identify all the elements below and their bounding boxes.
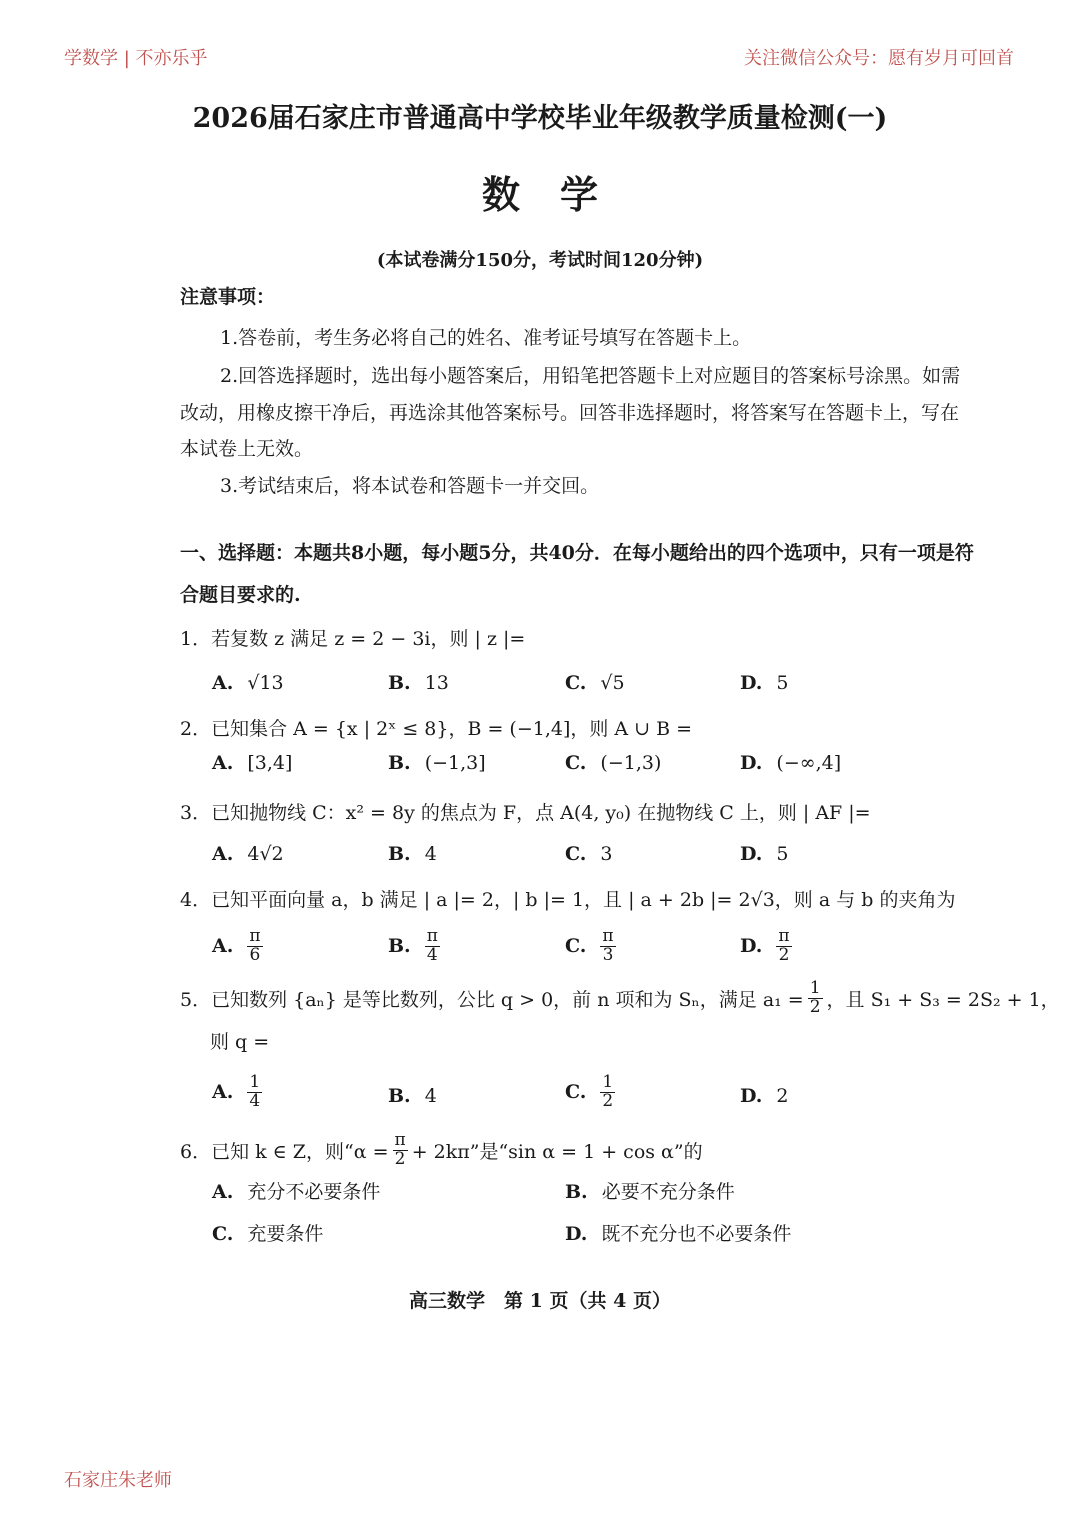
question-4-option-d: D. $\frac{\pi}{2}$ — [740, 926, 790, 965]
question-2-stem: 2．已知集合 A = {x | 2ˣ ≤ 8}，B = (−1,4]，则 A ∪ B = — [180, 718, 693, 740]
notice-item-2-line-2: 改动，用橡皮擦干净后，再选涂其他答案标号。回答非选择题时，将答案写在答题卡上，写在 — [180, 402, 960, 424]
question-4-option-a: A. $\frac{\pi}{6}$ — [212, 926, 261, 965]
question-2-option-b: B. (−1,3] — [388, 752, 486, 774]
question-6-stem: 6．已知 k ∈ Z，则“α = $\frac{\pi}{2}$ + 2kπ”是“sin α = 1 + cos α”的 — [180, 1130, 703, 1169]
question-3-option-b: B. 4 — [388, 843, 437, 865]
watermark-top-right: 关注微信公众号：愿有岁月可回首 — [744, 48, 1014, 69]
notice-item-2-line-3: 本试卷上无效。 — [180, 438, 314, 460]
question-1-option-c: C. √5 — [565, 672, 625, 694]
question-6-option-b: B. 必要不充分条件 — [565, 1181, 735, 1203]
notice-item-2-line-1: 2.回答选择题时，选出每小题答案后，用铅笔把答题卡上对应题目的答案标号涂黑。如需 — [220, 365, 961, 387]
fraction: $\frac{1}{2}$ — [809, 978, 821, 1017]
question-5-option-c: C. $\frac{1}{2}$ — [565, 1072, 614, 1111]
question-5-option-a: A. $\frac{1}{4}$ — [212, 1072, 261, 1111]
notice-item-1: 1.答卷前，考生务必将自己的姓名、准考证号填写在答题卡上。 — [220, 327, 752, 349]
question-6-option-a: A. 充分不必要条件 — [212, 1181, 381, 1203]
question-1-option-d: D. 5 — [740, 672, 789, 694]
question-3-option-c: C. 3 — [565, 843, 613, 865]
question-2-option-d: D. (−∞,4] — [740, 752, 842, 774]
fraction: $\frac{\pi}{2}$ — [394, 1130, 406, 1169]
question-6-option-d: D. 既不充分也不必要条件 — [565, 1223, 792, 1245]
fraction: $\frac{\pi}{6}$ — [249, 926, 261, 965]
question-4-option-b: B. $\frac{\pi}{4}$ — [388, 926, 438, 965]
question-1-stem: 1．若复数 z 满足 z = 2 − 3i，则 | z |= — [180, 628, 526, 650]
question-4-option-c: C. $\frac{\pi}{3}$ — [565, 926, 614, 965]
fraction: $\frac{\pi}{3}$ — [602, 926, 614, 965]
subject-title: 数学 — [481, 172, 638, 217]
section-1-line-2: 合题目要求的. — [180, 584, 301, 606]
question-5-stem: 5．已知数列 {aₙ} 是等比数列，公比 q > 0，前 n 项和为 Sₙ，满足 a₁ = $\frac{1}{2}$ ，且 S₁ + S₃ = 2S₂ + 1， — [180, 978, 1060, 1017]
watermark-bottom-left: 石家庄朱老师 — [64, 1470, 172, 1491]
question-4-stem: 4．已知平面向量 a，b 满足 | a |= 2，| b |= 1，且 | a + 2b |= 2√3，则 a 与 b 的夹角为 — [180, 889, 956, 911]
question-2-option-c: C. (−1,3) — [565, 752, 662, 774]
question-3-stem: 3．已知抛物线 C：x² = 8y 的焦点为 F，点 A(4, y₀) 在抛物线 C 上，则 | AF |= — [180, 802, 871, 824]
question-1-option-a: A. √13 — [212, 672, 284, 694]
watermark-top-left: 学数学 | 不亦乐乎 — [64, 48, 208, 69]
question-5-stem-line-2: 则 q = — [210, 1031, 270, 1053]
fraction: $\frac{\pi}{4}$ — [426, 926, 438, 965]
exam-title: 2026届石家庄市普通高中学校毕业年级教学质量检测(一) — [192, 103, 888, 134]
fraction: $\frac{\pi}{2}$ — [778, 926, 790, 965]
page-footer: 高三数学 第 1 页（共 4 页） — [409, 1290, 671, 1312]
notice-heading: 注意事项： — [180, 286, 276, 308]
fraction: $\frac{1}{2}$ — [602, 1072, 614, 1111]
fraction: $\frac{1}{4}$ — [249, 1072, 261, 1111]
question-5-option-b: B. 4 — [388, 1085, 437, 1107]
question-6-option-c: C. 充要条件 — [212, 1223, 324, 1245]
question-1-option-b: B. 13 — [388, 672, 449, 694]
question-3-option-d: D. 5 — [740, 843, 789, 865]
question-3-option-a: A. 4√2 — [212, 843, 284, 865]
notice-item-3: 3.考试结束后，将本试卷和答题卡一并交回。 — [220, 475, 600, 497]
question-2-option-a: A. [3,4] — [212, 752, 293, 774]
exam-note: (本试卷满分150分，考试时间120分钟) — [376, 250, 704, 271]
section-1-line-1: 一、选择题：本题共8小题，每小题5分，共40分．在每小题给出的四个选项中，只有一项是符 — [180, 542, 974, 564]
question-5-option-d: D. 2 — [740, 1085, 789, 1107]
